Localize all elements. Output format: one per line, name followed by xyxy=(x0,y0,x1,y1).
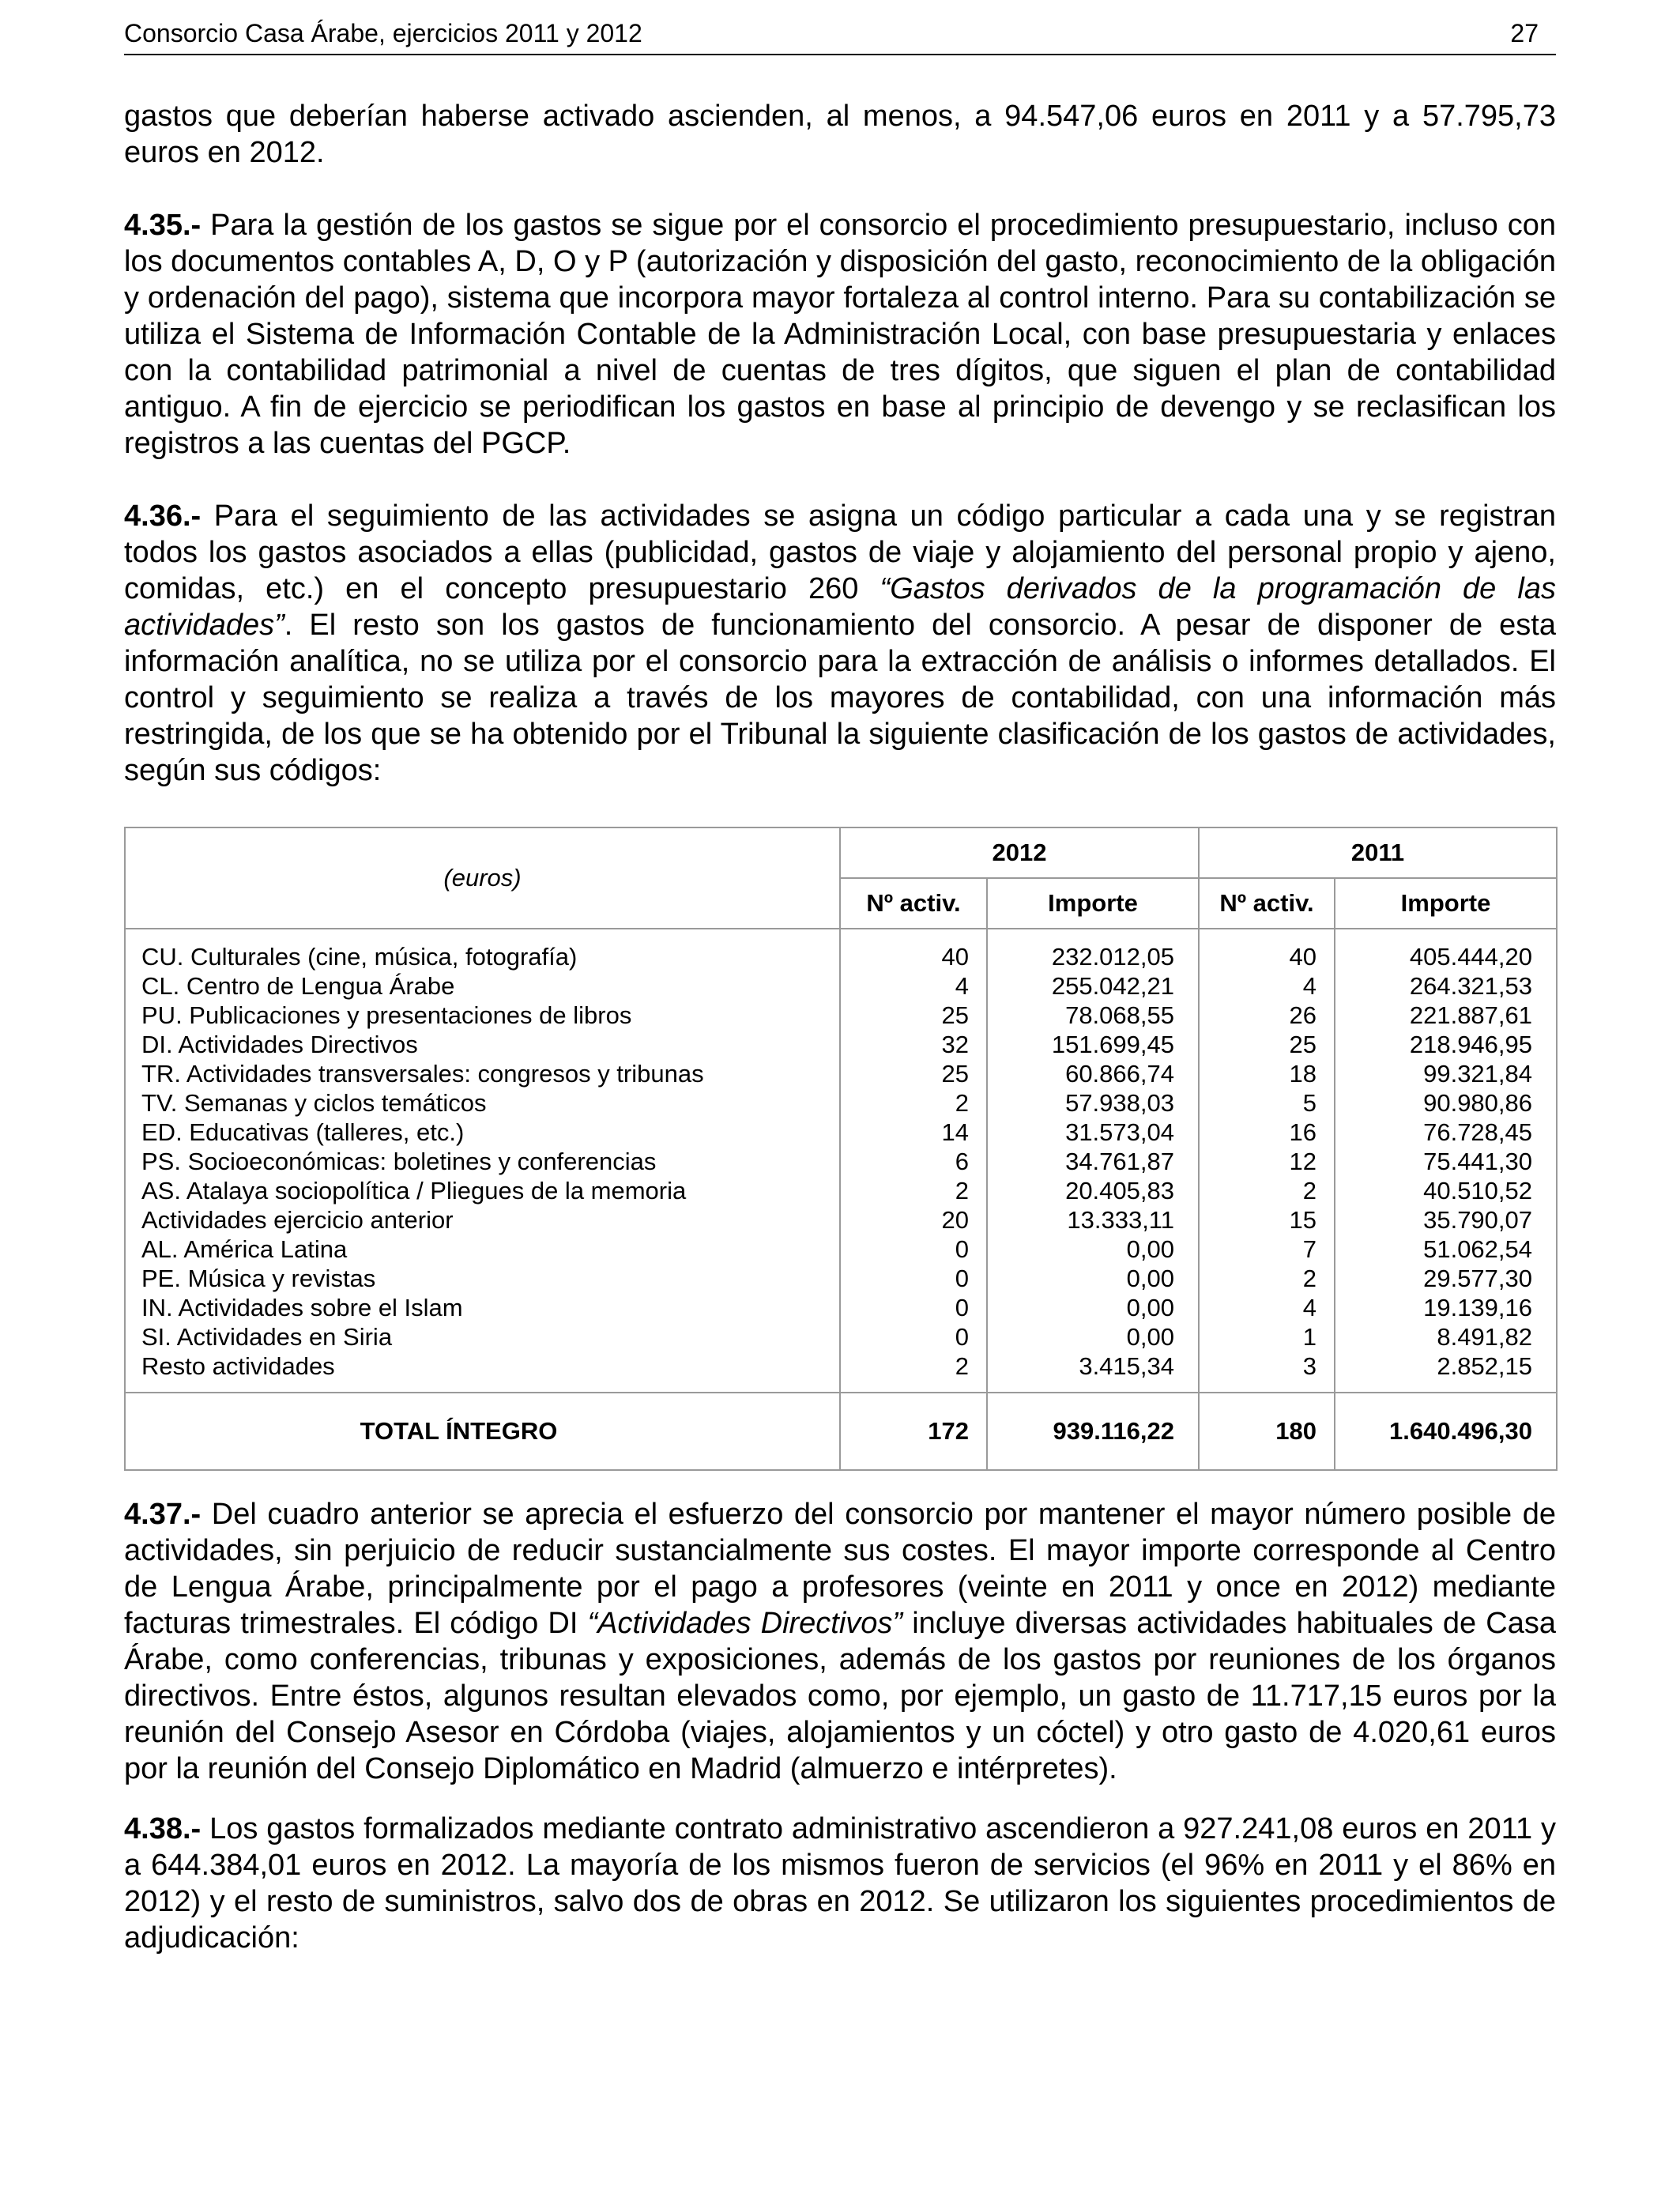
table-cell-label: PU. Publicaciones y presentaciones de libros xyxy=(141,1001,632,1029)
table-cell-i2012: 3.415,34 xyxy=(1079,1352,1174,1380)
table-cell-n2011: 15 xyxy=(1289,1206,1317,1234)
table-cell-n2011: 5 xyxy=(1302,1089,1317,1117)
table-cell-i2012: 57.938,03 xyxy=(1065,1089,1174,1117)
table-cell-i2012: 31.573,04 xyxy=(1065,1118,1174,1146)
table-cell-i2011: 218.946,95 xyxy=(1409,1031,1533,1058)
table-cell-i2012: 232.012,05 xyxy=(1051,943,1174,971)
table-cell-n2012: 0 xyxy=(955,1265,969,1292)
unit-label: (euros) xyxy=(125,827,840,929)
table-cell-i2011: 76.728,45 xyxy=(1423,1118,1533,1146)
table-cell-label: AS. Atalaya sociopolítica / Pliegues de la memoria xyxy=(141,1177,687,1204)
paragraph-4-38 xyxy=(124,1811,1556,1956)
table-cell-n2012: 2 xyxy=(955,1089,969,1117)
page-header xyxy=(124,17,1556,55)
table-cell-n2012: 0 xyxy=(955,1323,969,1351)
col-imp-2012: Importe xyxy=(987,878,1199,929)
paragraph-4-36 xyxy=(124,498,1556,789)
paragraph-number: 4.35.- xyxy=(124,209,202,242)
table-cell-i2011: 51.062,54 xyxy=(1423,1235,1533,1263)
paragraph-emphasis: “Actividades Directivos” xyxy=(587,1607,903,1640)
imp-2012-cell xyxy=(987,929,1199,1393)
table-cell-label: PS. Socioeconómicas: boletines y conferencias xyxy=(141,1148,657,1175)
table-cell-n2011: 2 xyxy=(1302,1265,1317,1292)
table-cell-label: TV. Semanas y ciclos temáticos xyxy=(141,1089,487,1117)
col-num-2011: Nº activ. xyxy=(1199,878,1335,929)
table-cell-label: AL. América Latina xyxy=(141,1235,348,1263)
paragraph-emphasis: “Gastos derivados de la programación de las actividades” xyxy=(124,572,1556,642)
table-cell-i2011: 29.577,30 xyxy=(1423,1265,1533,1292)
table-cell-i2011: 405.444,20 xyxy=(1409,943,1533,971)
table-cell-i2011: 40.510,52 xyxy=(1423,1177,1533,1204)
table-cell-i2011: 35.790,07 xyxy=(1423,1206,1533,1234)
table-cell-n2012: 20 xyxy=(941,1206,969,1234)
page-number: 27 xyxy=(1510,19,1539,47)
table-cell-n2012: 2 xyxy=(955,1352,969,1380)
table-cell-n2011: 3 xyxy=(1302,1352,1317,1380)
table-total-row xyxy=(125,1393,1557,1470)
table-cell-i2011: 264.321,53 xyxy=(1409,972,1533,1000)
table-cell-n2011: 40 xyxy=(1289,943,1317,971)
activities-table-wrapper xyxy=(124,827,1556,1471)
table-cell-i2011: 2.852,15 xyxy=(1437,1352,1533,1380)
table-cell-label: CU. Culturales (cine, música, fotografía) xyxy=(141,943,578,971)
table-cell-n2011: 25 xyxy=(1289,1031,1317,1058)
year-2012-header: 2012 xyxy=(840,827,1199,878)
total-num-2012: 172 xyxy=(840,1393,987,1470)
table-cell-label: IN. Actividades sobre el Islam xyxy=(141,1294,463,1321)
table-cell-n2012: 32 xyxy=(941,1031,969,1058)
table-cell-i2012: 13.333,11 xyxy=(1067,1206,1174,1234)
labels-cell xyxy=(125,929,840,1393)
table-cell-i2011: 99.321,84 xyxy=(1423,1060,1533,1088)
table-cell-n2012: 25 xyxy=(941,1060,969,1088)
paragraph-text: Para la gestión de los gastos se sigue por el consorcio el procedimiento presupuestario, incluso con los documentos contables A, D, O y P (autorización y disposición del gasto, reconocimiento de la obligación y ordenación del pago), sistema que incorpora mayor fortaleza al control interno. Para su contabilización se utiliza el Sistema de Información Contable de la Administración Local, con base presupuestaria y enlaces con la contabilidad patrimonial a nivel de cuentas de tres dígitos, que siguen el plan de contabilidad antiguo. A fin de ejercicio se periodifican los gastos en base al principio de devengo y se reclasifican los registros a las cuentas del PGCP. xyxy=(124,209,1556,460)
paragraph-text: gastos que deberían haberse activado ascienden, al menos, a 94.547,06 euros en 2011 y a 57.795,73 euros en 2012. xyxy=(124,100,1556,169)
table-cell-n2011: 2 xyxy=(1302,1177,1317,1204)
num-2012-cell xyxy=(840,929,987,1393)
table-cell-label: TR. Actividades transversales: congresos y tribunas xyxy=(141,1060,704,1088)
table-cell-i2012: 60.866,74 xyxy=(1065,1060,1174,1088)
paragraph-text: incluye diversas actividades habituales de Casa Árabe, como conferencias, tribunas y exposiciones, además de los gastos por reuniones de los órganos directivos. Entre éstos, algunos resultan elevados como, por ejemplo, un gasto de 11.717,15 euros por la reunión del Consejo Asesor en Córdoba (viajes, alojamientos y un cóctel) y otro gasto de 4.020,61 euros por la reunión del Consejo Diplomático en Madrid (almuerzo e intérpretes). xyxy=(124,1607,1556,1785)
paragraph-number: 4.36.- xyxy=(124,499,202,533)
table-cell-i2012: 34.761,87 xyxy=(1065,1148,1174,1175)
table-body-row xyxy=(125,929,1557,1393)
table-cell-n2012: 0 xyxy=(955,1235,969,1263)
table-cell-i2012: 20.405,83 xyxy=(1065,1177,1174,1204)
table-cell-i2012: 255.042,21 xyxy=(1051,972,1174,1000)
table-cell-n2012: 25 xyxy=(941,1001,969,1029)
table-cell-i2011: 221.887,61 xyxy=(1409,1001,1533,1029)
num-2011-cell xyxy=(1199,929,1335,1393)
table-cell-n2011: 18 xyxy=(1289,1060,1317,1088)
year-2011-header: 2011 xyxy=(1199,827,1557,878)
table-cell-i2011: 8.491,82 xyxy=(1437,1323,1533,1351)
table-cell-label: SI. Actividades en Siria xyxy=(141,1323,393,1351)
table-header-row-years xyxy=(125,827,1557,878)
table-cell-n2012: 14 xyxy=(941,1118,969,1146)
imp-2011-cell xyxy=(1335,929,1557,1393)
total-label: TOTAL ÍNTEGRO xyxy=(125,1393,840,1470)
paragraph-text: Los gastos formalizados mediante contrato administrativo ascendieron a 927.241,08 euros en 2011 y a 644.384,01 euros en 2012. La mayoría de los mismos fueron de servicios (el 96% en 2011 y el 86% en 2012) y el resto de suministros, salvo dos de obras en 2012. Se utilizaron los siguientes procedimientos de adjudicación: xyxy=(124,1812,1556,1955)
table-cell-i2012: 0,00 xyxy=(1126,1294,1174,1321)
paragraph-4-35 xyxy=(124,207,1556,462)
table-cell-n2011: 16 xyxy=(1289,1118,1317,1146)
table-cell-i2012: 0,00 xyxy=(1126,1265,1174,1292)
table-cell-n2011: 7 xyxy=(1302,1235,1317,1263)
paragraph-text: Para el seguimiento de las actividades se asigna un código particular a cada una y se registran todos los gastos asociados a ellas (publicidad, gastos de viaje y alojamiento del personal propio y ajeno, comidas, etc.) en el concepto presupuestario 260 xyxy=(124,499,1556,605)
table-cell-label: DI. Actividades Directivos xyxy=(141,1031,418,1058)
table-cell-n2011: 12 xyxy=(1289,1148,1317,1175)
col-num-2012: Nº activ. xyxy=(840,878,987,929)
document-title: Consorcio Casa Árabe, ejercicios 2011 y 2012 xyxy=(124,19,642,47)
total-num-2011: 180 xyxy=(1199,1393,1335,1470)
table-cell-n2011: 26 xyxy=(1289,1001,1317,1029)
table-cell-label: Actividades ejercicio anterior xyxy=(141,1206,454,1234)
table-cell-n2011: 1 xyxy=(1302,1323,1317,1351)
table-cell-label: CL. Centro de Lengua Árabe xyxy=(141,972,455,1000)
table-cell-n2012: 4 xyxy=(955,972,969,1000)
table-cell-i2012: 0,00 xyxy=(1126,1323,1174,1351)
table-cell-i2012: 78.068,55 xyxy=(1065,1001,1174,1029)
document-body xyxy=(124,98,1556,1992)
paragraph-continuation xyxy=(124,98,1556,171)
table-cell-n2012: 2 xyxy=(955,1177,969,1204)
paragraph-number: 4.37.- xyxy=(124,1498,202,1531)
table-cell-n2011: 4 xyxy=(1302,1294,1317,1321)
total-imp-2012: 939.116,22 xyxy=(987,1393,1199,1470)
table-cell-i2012: 151.699,45 xyxy=(1051,1031,1174,1058)
table-cell-n2012: 40 xyxy=(941,943,969,971)
table-cell-i2011: 75.441,30 xyxy=(1423,1148,1533,1175)
table-cell-label: Resto actividades xyxy=(141,1352,335,1380)
paragraph-text: Del cuadro anterior se aprecia el esfuerzo del consorcio por mantener el mayor número posible de actividades, sin perjuicio de reducir sustancialmente sus costes. El mayor importe corresponde al Centro de Lengua Árabe, principalmente por el pago a profesores (veinte en 2011 y once en 2012) mediante facturas trimestrales. El código DI xyxy=(124,1498,1556,1640)
paragraph-text: . El resto son los gastos de funcionamiento del consorcio. A pesar de disponer de esta información analítica, no se utiliza por el consorcio para la extracción de análisis o informes detallados. El control y seguimiento se realiza a través de los mayores de contabilidad, con una información más restringida, de los que se ha obtenido por el Tribunal la siguiente clasificación de los gastos de actividades, según sus códigos: xyxy=(124,609,1556,787)
table-cell-i2011: 90.980,86 xyxy=(1423,1089,1533,1117)
table-cell-label: PE. Música y revistas xyxy=(141,1265,376,1292)
paragraph-number: 4.38.- xyxy=(124,1812,202,1845)
total-imp-2011: 1.640.496,30 xyxy=(1335,1393,1557,1470)
activities-expense-table xyxy=(124,827,1558,1471)
col-imp-2011: Importe xyxy=(1335,878,1557,929)
table-cell-n2011: 4 xyxy=(1302,972,1317,1000)
table-cell-i2011: 19.139,16 xyxy=(1423,1294,1533,1321)
table-cell-label: ED. Educativas (talleres, etc.) xyxy=(141,1118,465,1146)
table-cell-n2012: 0 xyxy=(955,1294,969,1321)
table-cell-n2012: 6 xyxy=(955,1148,969,1175)
table-cell-i2012: 0,00 xyxy=(1126,1235,1174,1263)
paragraph-4-37 xyxy=(124,1496,1556,1787)
